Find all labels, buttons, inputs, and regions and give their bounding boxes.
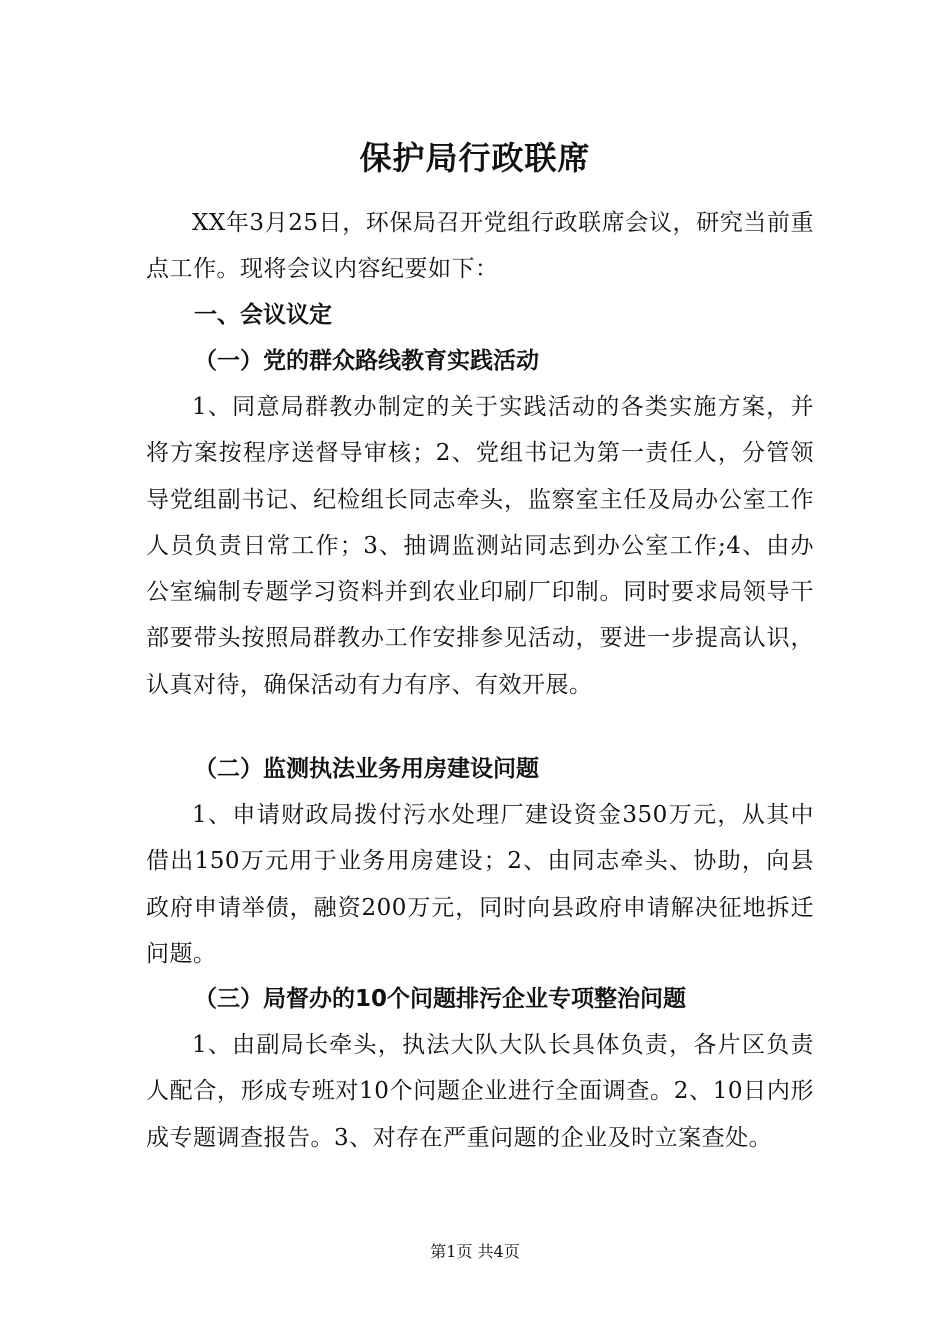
intro-paragraph: XX年3月25日，环保局召开党组行政联席会议，研究当前重点工作。现将会议内容纪要如下： (146, 210, 814, 283)
section-heading-1: 一、会议议定 (194, 302, 332, 328)
subsection-heading-3: （三）局督办的10个问题排污企业专项整治问题 (194, 986, 687, 1012)
subsection-text-3: 1、由副局长牵头，执法大队大队长具体负责，各片区负责人配合，形成专班对10个问题企业进行全面调查。2、10日内形成专题调查报告。3、对存在严重问题的企业及时立案查处。 (146, 1032, 814, 1151)
subsection-heading-1: （一）党的群众路线教育实践活动 (194, 348, 539, 374)
subsection-text-1: 1、同意局群教办制定的关于实践活动的各类实施方案，并将方案按程序送督导审核；2、党组书记为第一责任人，分管领导党组副书记、纪检组长同志牵头，监察室主任及局办公室工作人员负责日常工作；3、抽调监测站同志到办公室工作;4、由办公室编制专题学习资料并到农业印刷厂印制。同时要求局领导干部要带头按照局群教办工作安排参见活动，要进一步提高认识，认真对待，确保活动有力有序、有效开展。 (146, 394, 814, 698)
subsection-heading-2: （二）监测执法业务用房建设问题 (194, 756, 539, 782)
page-number-footer: 第1页 共4页 (430, 1242, 520, 1261)
document-title: 保护局行政联席 (359, 139, 591, 177)
subsection-text-2: 1、申请财政局拨付污水处理厂建设资金350万元，从其中借出150万元用于业务用房建设；2、由同志牵头、协助，向县政府申请举债，融资200万元，同时向县政府申请解决征地拆迁问题。 (146, 802, 814, 967)
